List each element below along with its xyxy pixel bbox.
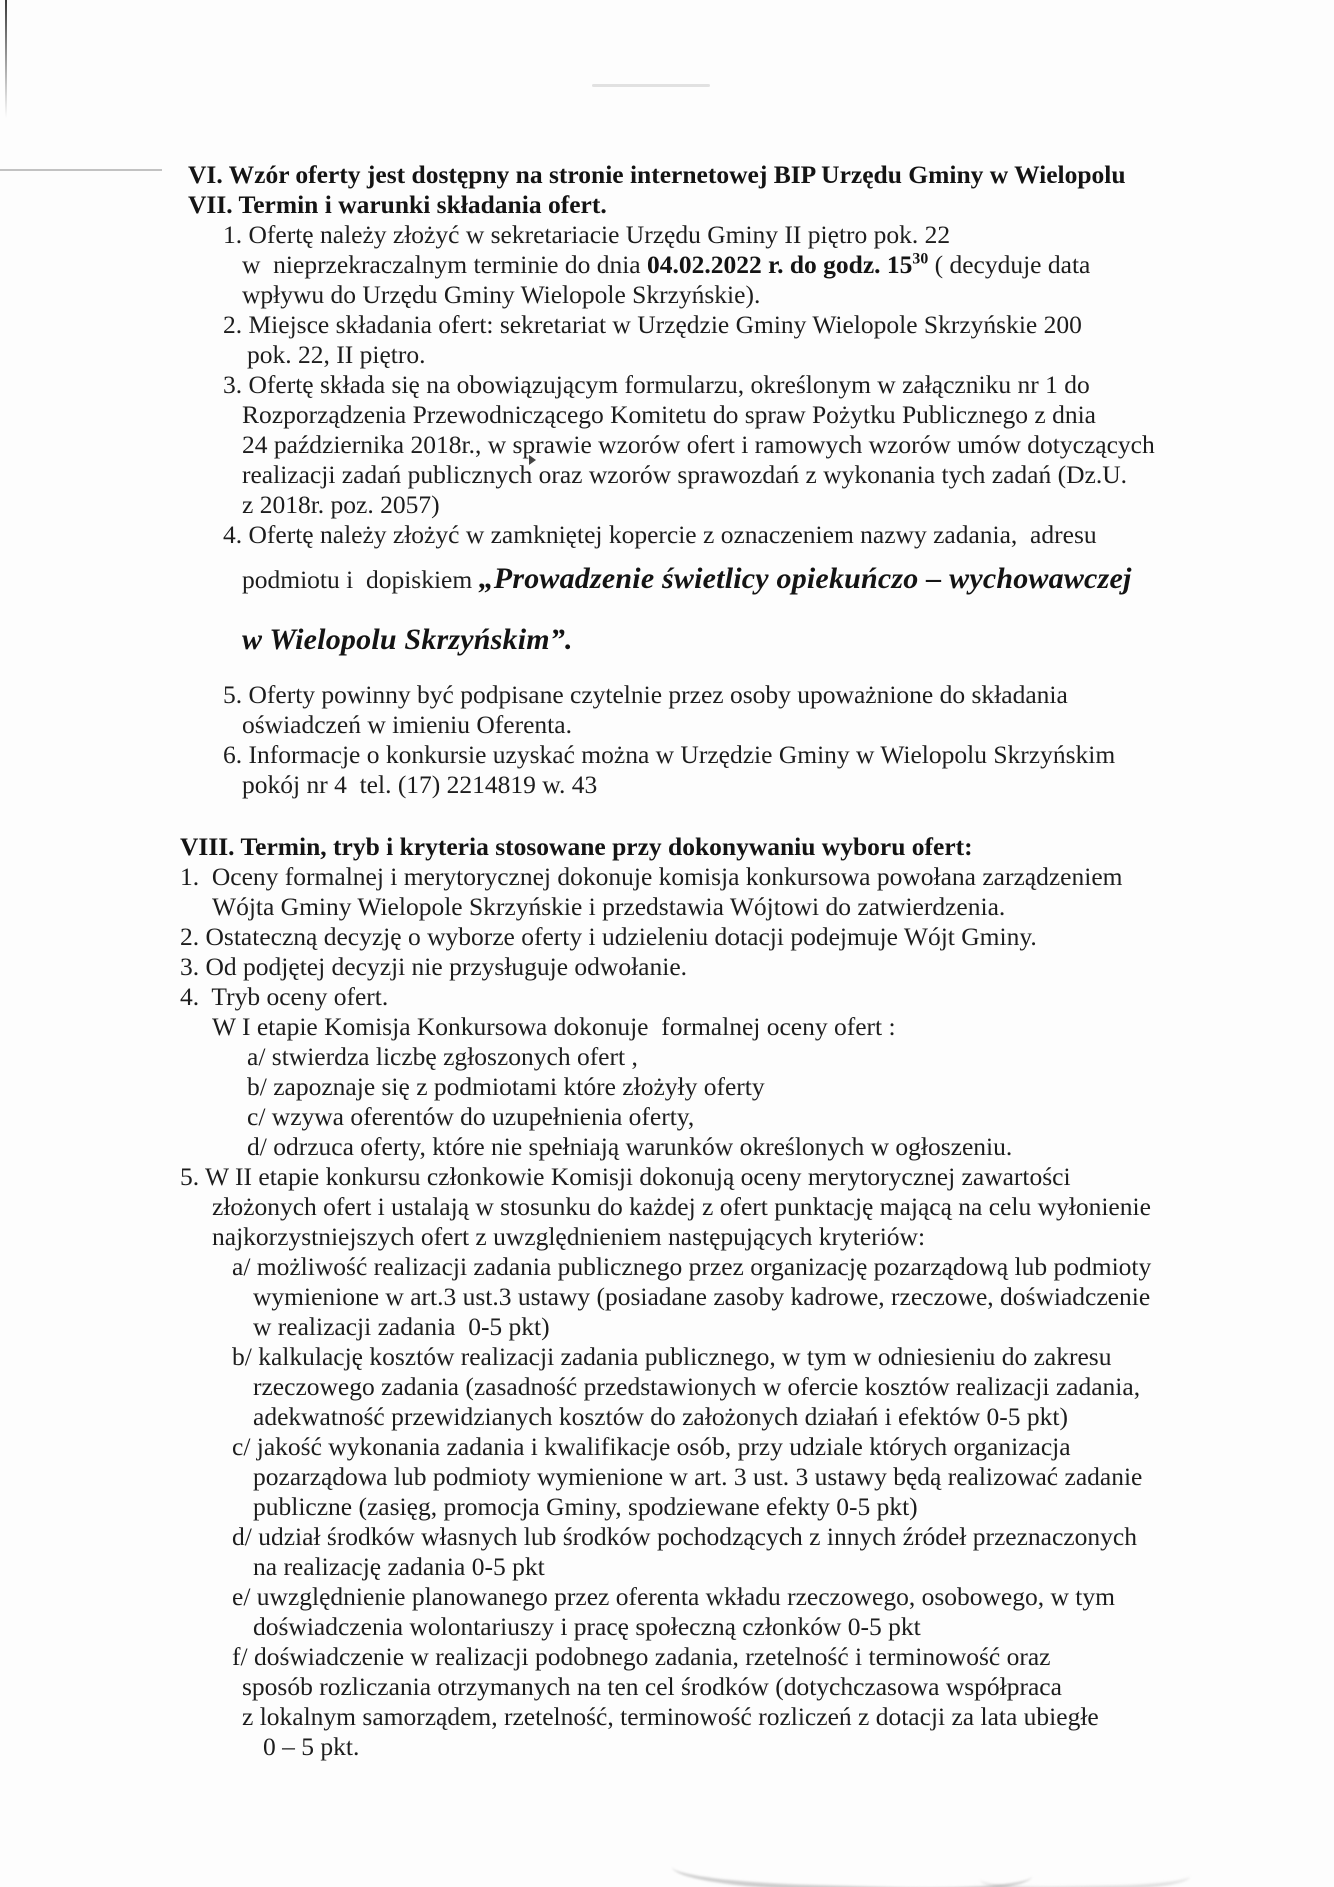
text-line <box>0 892 1334 922</box>
text-run: d/ udział środków własnych lub środków pochodzących z innych źródeł przeznaczonych <box>232 1522 1137 1551</box>
text-run: f/ doświadczenie w realizacji podobnego zadania, rzetelność i terminowość oraz <box>232 1642 1051 1671</box>
document-body <box>0 160 1334 1762</box>
text-line <box>0 280 1334 310</box>
text-line <box>0 1162 1334 1192</box>
text-line <box>0 1252 1334 1282</box>
text-run: 2. Ostateczną decyzję o wyborze oferty i udzieleniu dotacji podejmuje Wójt Gminy. <box>180 922 1037 951</box>
text-line <box>0 340 1334 370</box>
text-line <box>0 1312 1334 1342</box>
text-run: sposób rozliczania otrzymanych na ten cel środków (dotychczasowa współpraca <box>242 1672 1062 1701</box>
text-run: 3. Od podjętej decyzji nie przysługuje odwołanie. <box>180 952 688 981</box>
text-run: adekwatność przewidzianych kosztów do założonych działań i efektów 0-5 pkt) <box>253 1402 1068 1431</box>
text-run: 04.02.2022 r. do godz. 15 <box>647 250 913 279</box>
text-run: c/ jakość wykonania zadania i kwalifikacje osób, przy udziale których organizacja <box>232 1432 1071 1461</box>
text-line <box>0 1582 1334 1612</box>
text-line <box>0 952 1334 982</box>
text-line <box>0 1222 1334 1252</box>
text-run: publiczne (zasięg, promocja Gminy, spodziewane efekty 0-5 pkt) <box>253 1492 918 1521</box>
text-run: W I etapie Komisja Konkursowa dokonuje formalnej oceny ofert : <box>212 1012 896 1041</box>
text-run: 4. Tryb oceny ofert. <box>180 982 389 1011</box>
text-run: a/ możliwość realizacji zadania publicznego przez organizację pozarządową lub podmioty <box>232 1252 1152 1281</box>
scan-ghost-artifact <box>592 84 710 87</box>
text-run: VI. Wzór oferty jest dostępny na stronie internetowej BIP Urzędu Gminy w Wielopolu <box>188 160 1126 189</box>
text-run: c/ wzywa oferentów do uzupełnienia oferty, <box>247 1102 695 1131</box>
text-line <box>0 370 1334 400</box>
text-line <box>0 250 1334 280</box>
text-run: w nieprzekraczalnym terminie do dnia <box>242 250 647 279</box>
text-run: VII. Termin i warunki składania ofert. <box>188 190 607 219</box>
section-heading-viii <box>0 832 1334 862</box>
text-run: d/ odrzuca oferty, które nie spełniają warunków określonych w ogłoszeniu. <box>247 1132 1013 1161</box>
text-run: VIII. Termin, tryb i kryteria stosowane przy dokonywaniu wyboru ofert: <box>180 832 973 861</box>
text-line <box>0 490 1334 520</box>
text-run: Rozporządzenia Przewodniczącego Komitetu do spraw Pożytku Publicznego z dnia <box>242 400 1096 429</box>
text-run: 6. Informacje o konkursie uzyskać można w Urzędzie Gminy w Wielopolu Skrzyńskim <box>223 740 1116 769</box>
text-line <box>0 1552 1334 1582</box>
text-line <box>0 617 1334 664</box>
text-run: z 2018r. poz. 2057) <box>242 490 440 519</box>
text-run: 4. Ofertę należy złożyć w zamkniętej kopercie z oznaczeniem nazwy zadania, adresu <box>223 520 1097 549</box>
text-line <box>0 1732 1334 1762</box>
text-line <box>0 1072 1334 1102</box>
scan-smudge-artifact <box>672 1847 1033 1887</box>
text-run: 30 <box>912 250 929 268</box>
text-run: 5. W II etapie konkursu członkowie Komisji dokonują oceny merytorycznej zawartości <box>180 1162 1071 1191</box>
text-run: na realizację zadania 0-5 pkt <box>253 1552 545 1581</box>
text-line <box>0 520 1334 550</box>
text-line <box>0 460 1334 490</box>
text-run: w Wielopolu Skrzyńskim”. <box>242 623 573 656</box>
text-run: e/ uwzględnienie planowanego przez oferenta wkładu rzeczowego, osobowego, w tym <box>232 1582 1115 1611</box>
text-line <box>0 1492 1334 1522</box>
text-run: 24 października 2018r., w sprawie wzorów ofert i ramowych wzorów umów dotyczących <box>242 430 1155 459</box>
text-run: ( decyduje data <box>928 250 1091 279</box>
text-run: b/ kalkulację kosztów realizacji zadania publicznego, w tym w odniesieniu do zakresu <box>232 1342 1112 1371</box>
text-line <box>0 1612 1334 1642</box>
text-run: oświadczeń w imieniu Oferenta. <box>242 710 572 739</box>
text-line <box>0 922 1334 952</box>
scan-edge-artifact <box>5 0 7 118</box>
text-run: pokój nr 4 tel. (17) 2214819 w. 43 <box>242 770 598 799</box>
text-run: pok. 22, II piętro. <box>247 340 426 369</box>
text-line <box>0 1372 1334 1402</box>
text-line <box>0 1702 1334 1732</box>
text-line <box>0 1132 1334 1162</box>
text-run: b/ zapoznaje się z podmiotami które złożyły oferty <box>247 1072 765 1101</box>
text-line <box>0 1042 1334 1072</box>
text-line <box>0 1642 1334 1672</box>
text-line <box>0 1432 1334 1462</box>
text-line <box>0 310 1334 340</box>
text-run: doświadczenia wolontariuszy i pracę społeczną członków 0-5 pkt <box>253 1612 921 1641</box>
text-line <box>0 1282 1334 1312</box>
text-run: 3. Ofertę składa się na obowiązującym formularzu, określonym w załączniku nr 1 do <box>223 370 1090 399</box>
text-run: 2. Miejsce składania ofert: sekretariat w Urzędzie Gminy Wielopole Skrzyńskie 200 <box>223 310 1082 339</box>
text-run: realizacji zadań publicznych oraz wzorów sprawozdań z wykonania tych zadań (Dz.U. <box>242 460 1128 489</box>
text-run: pozarządowa lub podmioty wymienione w art. 3 ust. 3 ustawy będą realizować zadanie <box>253 1462 1143 1491</box>
text-line <box>0 770 1334 800</box>
text-run: w realizacji zadania 0-5 pkt) <box>253 1312 550 1341</box>
text-run: rzeczowego zadania (zasadność przedstawionych w ofercie kosztów realizacji zadania, <box>253 1372 1141 1401</box>
text-run: podmiotu i dopiskiem <box>242 565 479 594</box>
text-run: a/ stwierdza liczbę zgłoszonych ofert , <box>247 1042 638 1071</box>
text-line <box>0 740 1334 770</box>
text-line <box>0 1402 1334 1432</box>
text-line <box>0 1192 1334 1222</box>
text-line <box>0 710 1334 740</box>
text-line <box>0 982 1334 1012</box>
text-run: wymienione w art.3 ust.3 ustawy (posiadane zasoby kadrowe, rzeczowe, doświadczenie <box>253 1282 1151 1311</box>
text-line <box>0 862 1334 892</box>
text-run: najkorzystniejszych ofert z uwzględnieniem następujących kryteriów: <box>212 1222 926 1251</box>
text-line <box>0 220 1334 250</box>
text-run: 1. Oceny formalnej i merytorycznej dokonuje komisja konkursowa powołana zarządzeniem <box>180 862 1123 891</box>
text-line <box>0 556 1334 603</box>
text-run: Wójta Gminy Wielopole Skrzyńskie i przedstawia Wójtowi do zatwierdzenia. <box>212 892 1006 921</box>
text-line <box>0 1672 1334 1702</box>
text-run: „Prowadzenie świetlicy opiekuńczo – wychowawczej <box>478 562 1132 595</box>
text-line <box>0 1102 1334 1132</box>
section-heading-vi <box>0 160 1334 190</box>
text-run: 0 – 5 pkt. <box>263 1732 360 1761</box>
text-line <box>0 1342 1334 1372</box>
text-run: 1. Ofertę należy złożyć w sekretariacie Urzędu Gminy II piętro pok. 22 <box>223 220 951 249</box>
text-line <box>0 1522 1334 1552</box>
text-line <box>0 1462 1334 1492</box>
text-line <box>0 1012 1334 1042</box>
text-run: złożonych ofert i ustalają w stosunku do każdej z ofert punktację mającą na celu wyłonienie <box>212 1192 1151 1221</box>
text-run: 5. Oferty powinny być podpisane czytelnie przez osoby upoważnione do składania <box>223 680 1068 709</box>
text-line <box>0 680 1334 710</box>
section-heading-vii <box>0 190 1334 220</box>
text-line <box>0 430 1334 460</box>
text-line <box>0 400 1334 430</box>
text-run: wpływu do Urzędu Gminy Wielopole Skrzyńskie). <box>242 280 761 309</box>
text-run: z lokalnym samorządem, rzetelność, terminowość rozliczeń z dotacji za lata ubiegłe <box>242 1702 1099 1731</box>
